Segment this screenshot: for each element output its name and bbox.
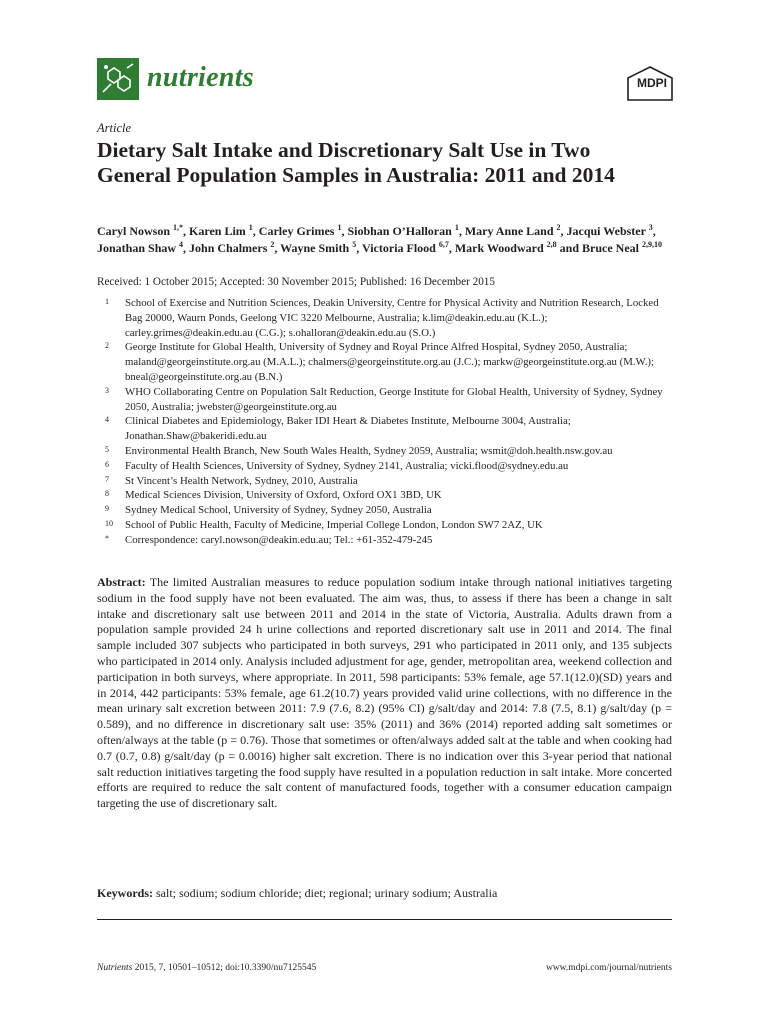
author-name: Wayne Smith $^5$ bbox=[280, 239, 357, 255]
affiliation-number: 6 bbox=[105, 459, 109, 469]
affiliation-text: George Institute for Global Health, University of Sydney and Royal Prince Alfred Hospital, Sydney 2050, Australia; maland@georgeinstitute.org.au (M.A.L.); chalmers@georgeinstitute.org.au (J.C.); markw@georgeinstitute.org.au (M.W.); bneal@georgeinstitute.org.au (B.N.) bbox=[125, 341, 654, 383]
author-affiliation-marker: 1 bbox=[337, 223, 342, 232]
footer-journal: Nutrients bbox=[97, 963, 133, 973]
affiliation-item bbox=[97, 414, 677, 444]
author-name: John Chalmers $^2$ bbox=[189, 239, 275, 255]
affiliation-text: School of Exercise and Nutrition Sciences, Deakin University, Centre for Physical Activity and Nutrition Research, Locked Bag 20000, Waurn Ponds, Geelong VIC 3220 Melbourne, Australia; k.lim@deakin.edu.au (K.L.); carley.grimes@deakin.edu.au (C.G.); s.ohalloran@deakin.edu.au (S.O.) bbox=[125, 297, 659, 339]
affiliation-number: 8 bbox=[105, 489, 109, 499]
affiliation-text: Sydney Medical School, University of Sydney, Sydney 2050, Australia bbox=[125, 504, 432, 517]
author-name: Carley Grimes $^1$ bbox=[258, 223, 342, 238]
article-title: Dietary Salt Intake and Discretionary Salt Use in Two General Population Samples in Australia: 2011 and 2014 bbox=[97, 138, 615, 187]
author-name: Caryl Nowson $^{1,*}$ bbox=[97, 223, 184, 238]
author-name: Siobhan O’Halloran $^1$ bbox=[347, 223, 459, 238]
author-affiliation-marker: 2 bbox=[556, 223, 561, 232]
author-name: Jacqui Webster $^3$ bbox=[566, 223, 653, 238]
author-name: Mary Anne Land $^2$ bbox=[464, 223, 561, 238]
affiliation-item bbox=[97, 296, 677, 340]
affiliation-text: Faculty of Health Sciences, University of Sydney, Sydney 2141, Australia; vicki.flood@sydney.edu.au bbox=[125, 459, 569, 472]
affiliation-item bbox=[97, 340, 677, 384]
affiliation-item bbox=[97, 385, 677, 415]
affiliation-text: Correspondence: caryl.nowson@deakin.edu.au; Tel.: +61-352-479-245 bbox=[125, 533, 433, 546]
affiliation-item bbox=[97, 503, 677, 518]
affiliation-number: 5 bbox=[105, 444, 109, 454]
author-name: Bruce Neal $^{2,9,10}$ bbox=[582, 239, 662, 255]
affiliation-number: 9 bbox=[105, 504, 109, 514]
author-affiliation-marker: 4 bbox=[179, 239, 184, 249]
affiliation-text: School of Public Health, Faculty of Medicine, Imperial College London, London SW7 2AZ, UK bbox=[125, 518, 543, 531]
publication-dates: Received: 1 October 2015; Accepted: 30 November 2015; Published: 16 December 2015 bbox=[97, 276, 495, 288]
author-affiliation-marker: 2,9,10 bbox=[642, 239, 662, 249]
affiliation-text: Clinical Diabetes and Epidemiology, Baker IDI Heart & Diabetes Institute, Melbourne 3004, Australia; Jonathan.Shaw@bakeridi.edu.au bbox=[125, 415, 571, 443]
journal-header bbox=[97, 58, 675, 106]
affiliation-number: 7 bbox=[105, 474, 109, 484]
keywords-label: Keywords: bbox=[97, 886, 153, 900]
affiliation-item bbox=[97, 474, 677, 489]
affiliation-text: Medical Sciences Division, University of Oxford, Oxford OX1 3BD, UK bbox=[125, 489, 442, 502]
keywords-text: salt; sodium; sodium chloride; diet; regional; urinary sodium; Australia bbox=[156, 886, 498, 900]
author-name: Karen Lim $^1$ bbox=[189, 223, 253, 238]
author-affiliation-marker: 2 bbox=[270, 239, 275, 249]
journal-name: nutrients bbox=[147, 62, 254, 93]
keywords bbox=[97, 886, 672, 901]
author-affiliation-marker: 1,* bbox=[173, 223, 184, 232]
author-affiliation-marker: 5 bbox=[352, 239, 357, 249]
article-type: Article bbox=[97, 121, 132, 135]
affiliation-item bbox=[97, 533, 677, 548]
affiliation-number: 2 bbox=[105, 341, 109, 351]
journal-logo bbox=[97, 58, 139, 100]
affiliation-number: 1 bbox=[105, 297, 109, 306]
affiliation-list bbox=[97, 296, 677, 548]
affiliation-number: 3 bbox=[105, 385, 109, 395]
affiliation-number: * bbox=[105, 533, 109, 543]
affiliation-number: 4 bbox=[105, 415, 109, 425]
abstract-text: The limited Australian measures to reduce population sodium intake through national initiatives targeting sodium in the food supply have not been evaluated. The aim was, thus, to assess if there has been a change in salt intake and discretionary salt use between 2011 and 2014 in the state of Victoria, Australia. Adults drawn from a population sample provided 24 h urine collections and reported discretionary salt use in 2011 and 2014. The final sample included 307 subjects who participated in both surveys, 291 who participated in 2011 only, and 135 subjects who participated in 2014 only. Analysis included adjustment for age, gender, metropolitan area, weekend collection and participation in both surveys, where appropriate. In 2011, 598 participants: 53% female, age 57.1(12.0)(SD) years and in 2014, 442 participants: 53% female, age 61.2(10.7) years provided valid urine collections, with no difference in the mean urinary salt excretion between 2011: 7.9 (7.6, 8.2) (95% CI) g/salt/day and 2014: 7.8 (7.5, 8.1) g/salt/day (p = 0.589), and no difference in discretionary salt use: 35% (2011) and 36% (2014) reported adding salt sometimes or often/always at the table (p = 0.76). Those that sometimes or often/always added salt at the table and when cooking had 0.7 (0.7, 0.8) g/salt/day (p = 0.0016) higher salt excretion. There is no indication over this 3-year period that national salt reduction initiatives targeting the food supply have resulted in a population reduction in salt intake. More concerted efforts are required to reduce the salt content of manufactured foods, together with a consumer education campaign targeting the use of discretionary salt. bbox=[97, 575, 672, 811]
affiliation-text: WHO Collaborating Centre on Population Salt Reduction, George Institute for Global Health, University of Sydney, Sydney 2050, Australia; jwebster@georgeinstitute.org.au bbox=[125, 385, 663, 413]
footer-citation bbox=[97, 963, 316, 973]
molecule-icon bbox=[97, 58, 139, 100]
author-affiliation-marker: 6,7 bbox=[438, 239, 449, 249]
affiliation-item bbox=[97, 488, 677, 503]
author-affiliation-marker: 2,8 bbox=[546, 239, 557, 249]
author-name: Jonathan Shaw $^4$ bbox=[97, 239, 184, 255]
footer-citation-text: 2015, 7, 10501–10512; doi:10.3390/nu7125545 bbox=[134, 963, 317, 973]
publisher-name: MDPI bbox=[637, 76, 667, 90]
abstract-label: Abstract: bbox=[97, 575, 146, 589]
affiliation-text: Environmental Health Branch, New South Wales Health, Sydney 2059, Australia; wsmit@doh.health.nsw.gov.au bbox=[125, 444, 613, 457]
author-affiliation-marker: 1 bbox=[454, 223, 459, 232]
author-affiliation-marker: 1 bbox=[248, 223, 253, 232]
divider bbox=[97, 919, 672, 920]
author-name: Mark Woodward $^{2,8}$ bbox=[454, 239, 557, 255]
footer-url[interactable]: www.mdpi.com/journal/nutrients bbox=[545, 963, 672, 973]
author-connector: and bbox=[559, 240, 580, 255]
affiliation-item bbox=[97, 518, 677, 533]
author-affiliation-marker: 3 bbox=[648, 223, 653, 232]
affiliation-item bbox=[97, 459, 677, 474]
affiliation-text: St Vincent’s Health Network, Sydney, 2010, Australia bbox=[125, 474, 358, 487]
affiliation-number: 10 bbox=[105, 518, 113, 528]
author-name: Victoria Flood $^{6,7}$ bbox=[361, 239, 449, 255]
author-list: Caryl Nowson $^{1,*}$, Karen Lim $^1$, Carley Grimes $^1$, Siobhan O’Halloran $^1$, Mary Anne Land $^2$, Jacqui Webster $^3$, Jonathan Shaw $^4$, John Chalmers $^2$, Wayne Smith $^5$, Victoria Flood $^{6,7}$, Mark Woodward $^{2,8}$ and Bruce Neal $^{2,9,10}$ bbox=[97, 223, 662, 255]
abstract bbox=[97, 575, 672, 812]
affiliation-item bbox=[97, 444, 677, 459]
